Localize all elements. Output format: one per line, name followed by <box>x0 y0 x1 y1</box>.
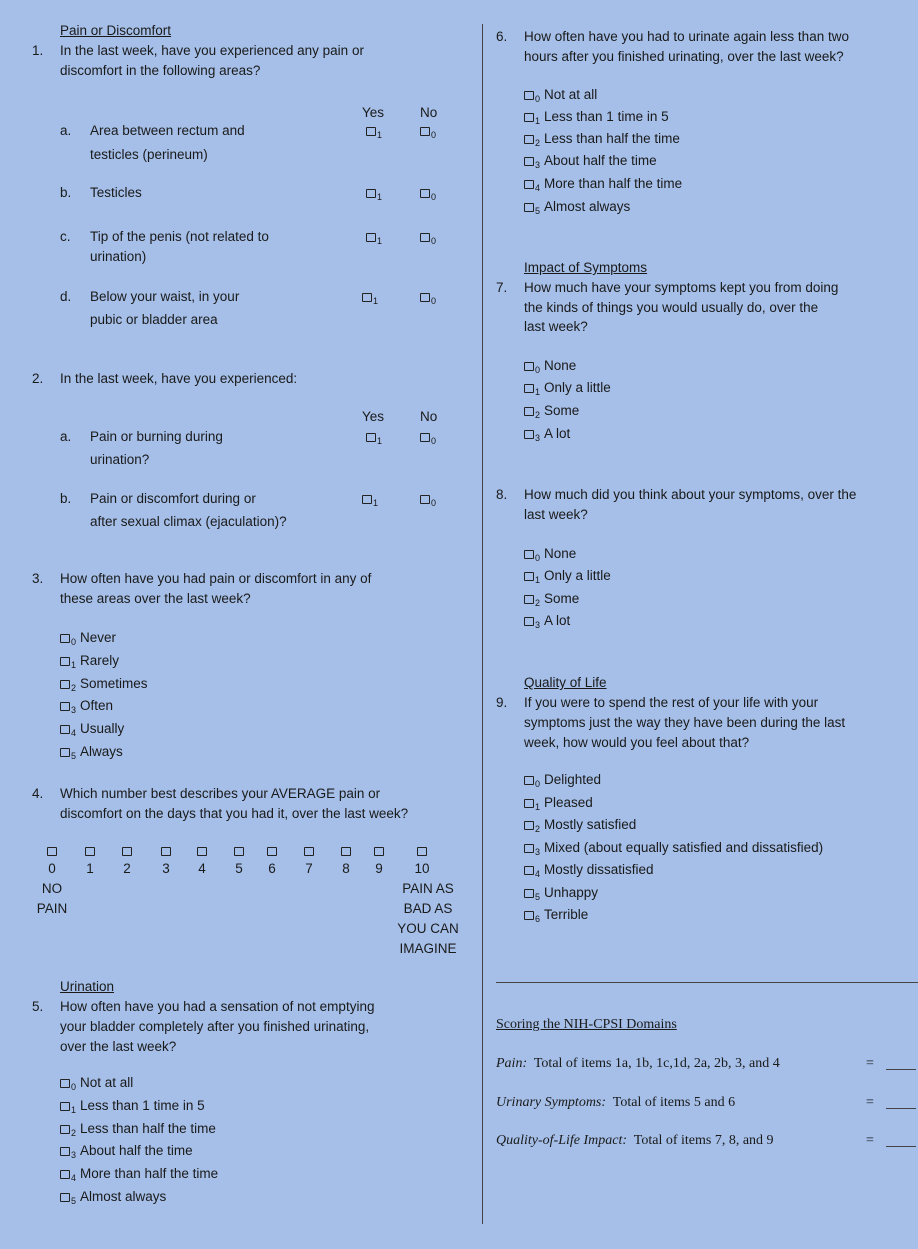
q5-text-line3: over the last week? <box>60 1039 177 1054</box>
q1-number: 1. <box>32 43 44 58</box>
q4-high-anchor-line1: PAIN AS <box>402 881 454 896</box>
q1c-line2: urination) <box>90 249 147 264</box>
q2-text: In the last week, have you experienced: <box>60 371 298 386</box>
scoring-qol-equals: = <box>866 1133 874 1148</box>
section-heading-urination: Urination <box>60 979 115 994</box>
q9-option-mostly-dissatisfied[interactable]: $_4$ Mostly dissatisfied <box>524 861 654 883</box>
q4-scale-1[interactable]: 1 <box>80 842 100 878</box>
q7-option-alot[interactable]: $_3$ A lot <box>524 425 570 447</box>
q1-yes-header: Yes <box>362 105 385 120</box>
q4-scale-7[interactable]: 7 <box>299 842 319 878</box>
q9-text-line1: If you were to spend the rest of your life with your <box>524 695 819 710</box>
q7-option-some[interactable]: $_2$ Some <box>524 402 579 424</box>
q5-text-line1: How often have you had a sensation of not emptying <box>60 999 375 1014</box>
q2b-no-checkbox[interactable]: 0 <box>420 490 436 512</box>
q9-option-pleased[interactable]: $_1$ Pleased <box>524 794 593 816</box>
q4-scale-0[interactable]: 0 <box>42 842 62 878</box>
q8-text-line2: last week? <box>524 507 588 522</box>
column-divider <box>482 24 483 1224</box>
scoring-urinary-equals: = <box>866 1095 874 1110</box>
q1a-yes-checkbox[interactable]: 1 <box>366 122 382 144</box>
q9-number: 9. <box>496 695 508 710</box>
q4-scale-4[interactable]: 4 <box>192 842 212 878</box>
q2a-line2: urination? <box>90 452 150 467</box>
q1d-letter: d. <box>60 289 72 304</box>
q7-number: 7. <box>496 280 508 295</box>
q6-text-line1: How often have you had to urinate again less than two <box>524 29 849 44</box>
q1-text-line2: discomfort in the following areas? <box>60 63 261 78</box>
q2b-line2: after sexual climax (ejaculation)? <box>90 514 287 529</box>
q8-option-some[interactable]: $_2$ Some <box>524 590 579 612</box>
scoring-row-qol: Quality-of-Life Impact: Total of items 7, 8, and 9 <box>496 1133 774 1148</box>
q1d-no-checkbox[interactable]: 0 <box>420 288 436 310</box>
q2a-yes-checkbox[interactable]: 1 <box>366 428 382 450</box>
scoring-pain-equals: = <box>866 1056 874 1071</box>
q1b-line1: Testicles <box>90 185 142 200</box>
q4-scale-5[interactable]: 5 <box>229 842 249 878</box>
q4-low-anchor-line1: NO <box>41 881 63 896</box>
q5-number: 5. <box>32 999 44 1014</box>
q5-option-4[interactable]: $_4$ More than half the time <box>60 1165 218 1187</box>
scoring-pain-blank[interactable] <box>886 1069 916 1070</box>
q1c-no-checkbox[interactable]: 0 <box>420 228 436 250</box>
q4-text-line1: Which number best describes your AVERAGE pain or <box>60 786 381 801</box>
q7-text-line2: the kinds of things you would usually do, over the <box>524 300 819 315</box>
q6-option-2[interactable]: $_2$ Less than half the time <box>524 130 680 152</box>
q1d-line1: Below your waist, in your <box>90 289 240 304</box>
q2a-letter: a. <box>60 429 72 444</box>
q9-option-terrible[interactable]: $_6$ Terrible <box>524 906 588 928</box>
q1c-letter: c. <box>60 229 71 244</box>
q4-number: 4. <box>32 786 44 801</box>
q6-option-4[interactable]: $_4$ More than half the time <box>524 175 682 197</box>
q8-option-none[interactable]: $_0$ None <box>524 545 576 567</box>
q7-text-line1: How much have your symptoms kept you from doing <box>524 280 839 295</box>
q5-option-3[interactable]: $_3$ About half the time <box>60 1142 193 1164</box>
q2-no-header: No <box>420 409 438 424</box>
q3-option-often[interactable]: $_3$ Often <box>60 697 113 719</box>
q6-text-line2: hours after you finished urinating, over the last week? <box>524 49 844 64</box>
q1b-yes-checkbox[interactable]: 1 <box>366 184 382 206</box>
q3-text-line2: these areas over the last week? <box>60 591 251 606</box>
q9-text-line2: symptoms just the way they have been during the last <box>524 715 846 730</box>
q1d-line2: pubic or bladder area <box>90 312 218 327</box>
q5-option-1[interactable]: $_1$ Less than 1 time in 5 <box>60 1097 205 1119</box>
q2a-no-checkbox[interactable]: 0 <box>420 428 436 450</box>
q3-option-never[interactable]: $_0$ Never <box>60 629 116 651</box>
q6-option-0[interactable]: $_0$ Not at all <box>524 86 597 108</box>
q2a-line1: Pain or burning during <box>90 429 223 444</box>
q2b-line1: Pain or discomfort during or <box>90 491 256 506</box>
q4-text-line2: discomfort on the days that you had it, over the last week? <box>60 806 409 821</box>
q2-number: 2. <box>32 371 44 386</box>
q6-option-1[interactable]: $_1$ Less than 1 time in 5 <box>524 108 669 130</box>
q9-text-line3: week, how would you feel about that? <box>524 735 750 750</box>
q4-scale-8[interactable]: 8 <box>336 842 356 878</box>
q9-option-mostly-satisfied[interactable]: $_2$ Mostly satisfied <box>524 816 636 838</box>
q1b-letter: b. <box>60 185 72 200</box>
q4-scale-2[interactable]: 2 <box>117 842 137 878</box>
q8-option-little[interactable]: $_1$ Only a little <box>524 567 611 589</box>
q4-scale-3[interactable]: 3 <box>156 842 176 878</box>
q3-option-sometimes[interactable]: $_2$ Sometimes <box>60 675 148 697</box>
q2-yes-header: Yes <box>362 409 385 424</box>
q3-option-usually[interactable]: $_4$ Usually <box>60 720 124 742</box>
q1a-line1: Area between rectum and <box>90 123 245 138</box>
q4-scale-10[interactable]: 10 <box>412 842 432 878</box>
section-heading-impact: Impact of Symptoms <box>524 260 648 275</box>
scoring-row-urinary: Urinary Symptoms: Total of items 5 and 6 <box>496 1095 736 1110</box>
q1a-letter: a. <box>60 123 72 138</box>
q9-option-mixed[interactable]: $_3$ Mixed (about equally satisfied and dissatisfied) <box>524 839 823 861</box>
q4-scale-6[interactable]: 6 <box>262 842 282 878</box>
q6-option-5[interactable]: $_5$ Almost always <box>524 198 630 220</box>
q5-text-line2: your bladder completely after you finished urinating, <box>60 1019 370 1034</box>
q3-option-rarely[interactable]: $_1$ Rarely <box>60 652 119 674</box>
q1-text-line1: In the last week, have you experienced any pain or <box>60 43 364 58</box>
q4-high-anchor-line2: BAD AS <box>403 901 453 916</box>
section-heading-pain: Pain or Discomfort <box>60 23 172 38</box>
q1a-no-checkbox[interactable]: 0 <box>420 122 436 144</box>
scoring-row-pain: Pain: Total of items 1a, 1b, 1c,1d, 2a, 2b, 3, and 4 <box>496 1056 780 1071</box>
q3-option-always[interactable]: $_5$ Always <box>60 743 123 765</box>
q4-high-anchor-line4: IMAGINE <box>399 941 457 956</box>
scoring-qol-blank[interactable] <box>886 1146 916 1147</box>
q3-text-line1: How often have you had pain or discomfort in any of <box>60 571 372 586</box>
q1c-line1: Tip of the penis (not related to <box>90 229 269 244</box>
q7-text-line3: last week? <box>524 319 588 334</box>
scoring-urinary-blank[interactable] <box>886 1108 916 1109</box>
q6-number: 6. <box>496 29 508 44</box>
q8-number: 8. <box>496 487 508 502</box>
q3-number: 3. <box>32 571 44 586</box>
q8-text-line1: How much did you think about your symptoms, over the <box>524 487 857 502</box>
q6-option-3[interactable]: $_3$ About half the time <box>524 152 657 174</box>
q4-scale-9[interactable]: 9 <box>369 842 389 878</box>
q4-low-anchor-line2: PAIN <box>36 901 68 916</box>
q2b-yes-checkbox[interactable]: 1 <box>362 490 378 512</box>
scoring-heading: Scoring the NIH-CPSI Domains <box>496 1017 677 1032</box>
q8-option-alot[interactable]: $_3$ A lot <box>524 612 570 634</box>
q4-high-anchor-line3: YOU CAN <box>397 921 459 936</box>
scoring-separator <box>496 982 918 983</box>
q9-option-unhappy[interactable]: $_5$ Unhappy <box>524 884 598 906</box>
q5-option-0[interactable]: $_0$ Not at all <box>60 1074 133 1096</box>
q1a-line2: testicles (perineum) <box>90 147 208 162</box>
q7-option-little[interactable]: $_1$ Only a little <box>524 379 611 401</box>
q5-option-2[interactable]: $_2$ Less than half the time <box>60 1120 216 1142</box>
q5-option-5[interactable]: $_5$ Almost always <box>60 1188 166 1210</box>
q1d-yes-checkbox[interactable]: 1 <box>362 288 378 310</box>
q9-option-delighted[interactable]: $_0$ Delighted <box>524 771 601 793</box>
q1c-yes-checkbox[interactable]: 1 <box>366 228 382 250</box>
q2b-letter: b. <box>60 491 72 506</box>
section-heading-qol: Quality of Life <box>524 675 607 690</box>
q1-no-header: No <box>420 105 438 120</box>
q7-option-none[interactable]: $_0$ None <box>524 357 576 379</box>
q1b-no-checkbox[interactable]: 0 <box>420 184 436 206</box>
